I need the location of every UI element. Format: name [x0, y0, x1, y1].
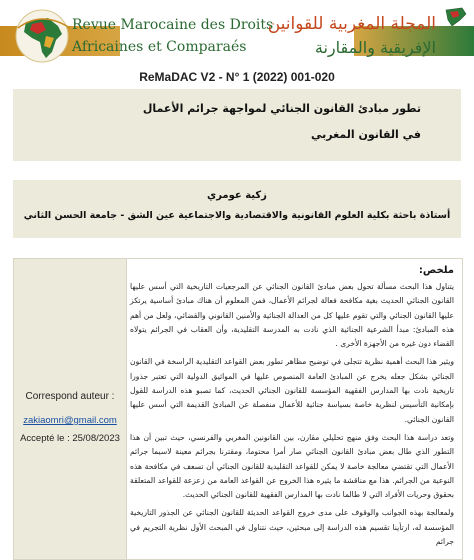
journal-title-fr-line2: Africaines et Comparaés	[72, 39, 247, 55]
abstract-section	[13, 258, 463, 560]
abstract-text	[130, 265, 454, 553]
abstract-heading: ملخص:	[418, 265, 454, 276]
author-affiliation: أستاذة باحثة بكلية العلوم القانونية والاقتصادية والاجتماعية عين الشق - جامعة الحسن الثاني	[23, 210, 451, 221]
morocco-map-icon	[442, 6, 468, 28]
abstract-paragraph: وتعد دراسة هذا البحث وفق منهج تحليلي مقارن، بين القانونين المغربي والفرنسي، حيث تبين أن هذا التطور الذي طال بعض مبادئ القانون الجنائي صار أمرا محتوما، ومقترنا بجرائم معينة لاسيما جرائم الأعمال التي تقتضي معالجة خاصة لا يمكن للقواعد التقليدية للقانون الجنائي أن تسعف في مكافحة هذه النوعية من الجرائم. هذا مع مناقشة ما يثيره هذا الخروج عن القواعد العامة من زعزعة للقواعد المتعلقة بحقوق وحريات الأفراد التي لا طالما نادت بها المدارس الفقهية للقانون الجنائي الحديث.	[130, 432, 454, 500]
article-title-line2: في القانون المغربي	[311, 128, 421, 141]
abstract-paragraph: ويثير هذا البحث أهمية نظرية تتجلى في توضيح مظاهر تطور بعض القواعد التقليدية الراسخة في القانون الجنائي بشكل جعله يخرج عن المبادئ العامة المنصوص عليها في المواثيق الدولية التي تعتبر جذورا تاريخية نادت بها المدارس الفقهية المؤسسة للقانون الجنائي الحديث، كما تصبو هذه الدراسة للقول بإمكانية التأسيس لنظرية خاصة بسياسة جنائية للأعمال منفصلة عن المبادئ القديمة التي أسس عليها القانون الجنائي.	[130, 357, 454, 424]
accepted-date: Accepté le : 25/08/2023	[20, 433, 120, 444]
journal-banner	[0, 0, 474, 68]
abstract-paragraph: يتناول هذا البحث مسألة تحول بعض مبادئ القانون الجنائي عن المرجعيات التاريخية التي أسس عليها القانون الجنائي الحديث بغية مكافحة فعالة لجرائم الأعمال، فمن المعلوم أن هناك مبادئ أساسية يرتكز عليها القانون الجنائي والتي تقوم عليها كل من العدالة الجنائية والأمنين القانوني والقضائي، ولعل من أهم هذه المبادئ: مبدأ الشرعية الجنائية الذي نادت به المدرسة التقليدية، وأن العقاب في الجرائم يتولاه القضاء دون غيره من الأجهزة الأخرى .	[130, 282, 454, 349]
journal-title-ar-line2: الإفريقية والمقارنة	[314, 38, 436, 57]
correspondence-panel	[14, 259, 127, 559]
journal-title-fr	[72, 14, 273, 58]
journal-title-ar-line1: المجلة المغربية للقوانين	[267, 14, 436, 34]
author-email-link[interactable]: zakiaomri@gmail.com	[23, 415, 117, 426]
issue-reference: ReMaDAC V2 - N° 1 (2022) 001-020	[139, 70, 335, 84]
correspond-label: Correspond auteur :	[25, 391, 115, 402]
africa-map-logo	[12, 8, 76, 64]
journal-title-ar	[268, 12, 436, 60]
author-name: زكية عومري	[207, 190, 267, 201]
article-title-line1: تطور مبادئ القانون الجنائي لمواجهة جرائم الأعمال	[142, 102, 421, 115]
author-box	[13, 180, 461, 238]
article-title-box	[13, 89, 461, 161]
journal-title-fr-line1: Revue Marocaine des Droits	[72, 17, 274, 33]
abstract-paragraph: ولمعالجة بهذه الجوانب والوقوف على مدى خروج القواعد الحديثة للقانون الجنائي عن الجذور التاريخية المؤسسة له، ارتأينا تقسيم هذه الدراسة إلى مبحثين، حيث نتناول في المبحث الأول نظرية التجريم في جرائم	[130, 508, 454, 547]
